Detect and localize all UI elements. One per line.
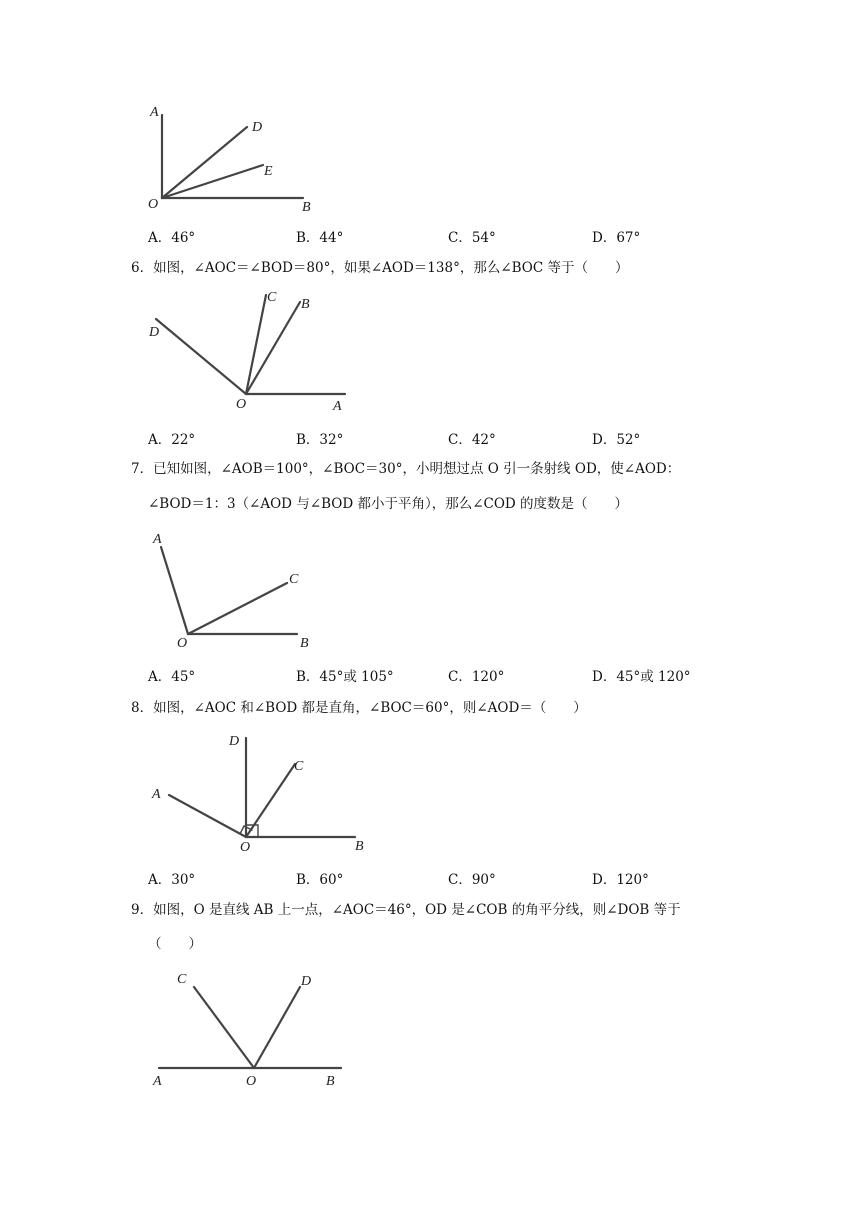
label-e: E xyxy=(264,164,273,179)
q6-text xyxy=(131,258,629,278)
label-a: A xyxy=(153,532,162,547)
q7-text-line1 xyxy=(131,459,680,479)
ray-oc xyxy=(188,583,287,634)
q7-options xyxy=(148,665,768,687)
q6-figure xyxy=(140,285,360,415)
ray-oc xyxy=(246,764,295,837)
q6-option-a[interactable]: A．22° xyxy=(148,432,196,448)
label-c: C xyxy=(177,972,187,987)
ray-od xyxy=(254,987,300,1068)
label-c: C xyxy=(267,290,277,305)
q9-text-line1 xyxy=(131,900,681,920)
label-o: O xyxy=(240,840,251,855)
label-o: O xyxy=(177,636,188,651)
q5-option-d[interactable]: D．67° xyxy=(592,230,641,246)
ray-oa xyxy=(169,795,246,837)
label-d: D xyxy=(301,974,312,989)
q9-number: 9． xyxy=(131,902,154,918)
q8-option-b[interactable]: B．60° xyxy=(296,872,344,888)
ray-oc xyxy=(246,295,266,394)
q9-stem-1: 如图，O 是直线 AB 上一点，∠AOC＝46°，OD 是∠COB 的角平分线，则∠DOB 等于 xyxy=(153,902,681,918)
q7-number: 7． xyxy=(131,461,154,477)
q5-option-c[interactable]: C．54° xyxy=(448,230,496,246)
ray-od xyxy=(156,319,246,394)
q9-figure xyxy=(145,965,360,1095)
q8-figure xyxy=(145,728,375,858)
q6-stem: 如图，∠AOC＝∠BOD＝80°，如果∠AOD＝138°，那么∠BOC 等于（ ） xyxy=(153,260,629,276)
q9-text-line2 xyxy=(148,934,202,954)
q7-stem-1: 已知如图，∠AOB＝100°，∠BOC＝30°，小明想过点 O 引一条射线 OD，使∠AOD： xyxy=(153,461,681,477)
label-a: A xyxy=(153,1074,162,1089)
ray-oe xyxy=(162,165,263,198)
label-d: D xyxy=(149,325,160,340)
label-c: C xyxy=(294,759,304,774)
q5-options xyxy=(148,226,768,248)
ray-ob xyxy=(246,302,300,394)
q6-option-b[interactable]: B．32° xyxy=(296,432,344,448)
q5-option-b[interactable]: B．44° xyxy=(296,230,344,246)
q8-options xyxy=(148,868,768,890)
q7-option-b[interactable]: B．45°或 105° xyxy=(296,669,394,685)
q8-stem: 如图，∠AOC 和∠BOD 都是直角，∠BOC＝60°，则∠AOD＝（ ） xyxy=(153,700,587,716)
label-b: B xyxy=(300,636,309,651)
label-d: D xyxy=(252,120,263,135)
label-o: O xyxy=(148,197,159,212)
q5-option-a[interactable]: A．46° xyxy=(148,230,196,246)
q8-option-d[interactable]: D．120° xyxy=(592,872,649,888)
q7-stem-2: ∠BOD＝1：3（∠AOD 与∠BOD 都小于平角），那么∠COD 的度数是（ ） xyxy=(148,496,629,512)
q5-figure xyxy=(140,95,330,220)
label-a: A xyxy=(333,399,342,414)
ray-oa xyxy=(161,547,188,634)
label-a: A xyxy=(150,105,159,120)
label-b: B xyxy=(326,1074,335,1089)
label-b: B xyxy=(355,839,364,854)
label-b: B xyxy=(301,297,310,312)
label-a: A xyxy=(152,787,161,802)
q7-option-d[interactable]: D．45°或 120° xyxy=(592,669,691,685)
q6-number: 6． xyxy=(131,260,154,276)
q8-number: 8． xyxy=(131,700,154,716)
q9-stem-2: （ ） xyxy=(148,936,202,952)
q7-option-c[interactable]: C．120° xyxy=(448,669,505,685)
q6-options xyxy=(148,428,768,450)
label-c: C xyxy=(289,572,299,587)
q7-text-line2 xyxy=(148,494,628,514)
q7-figure xyxy=(145,525,325,655)
q8-option-a[interactable]: A．30° xyxy=(148,872,196,888)
ray-oc xyxy=(194,987,254,1068)
q7-option-a[interactable]: A．45° xyxy=(148,669,196,685)
ray-od xyxy=(162,127,247,198)
q8-option-c[interactable]: C．90° xyxy=(448,872,496,888)
q8-text xyxy=(131,698,587,718)
q6-option-c[interactable]: C．42° xyxy=(448,432,496,448)
label-o: O xyxy=(246,1074,257,1089)
label-o: O xyxy=(236,397,247,412)
label-d: D xyxy=(229,734,240,749)
label-b: B xyxy=(302,200,311,215)
q6-option-d[interactable]: D．52° xyxy=(592,432,641,448)
